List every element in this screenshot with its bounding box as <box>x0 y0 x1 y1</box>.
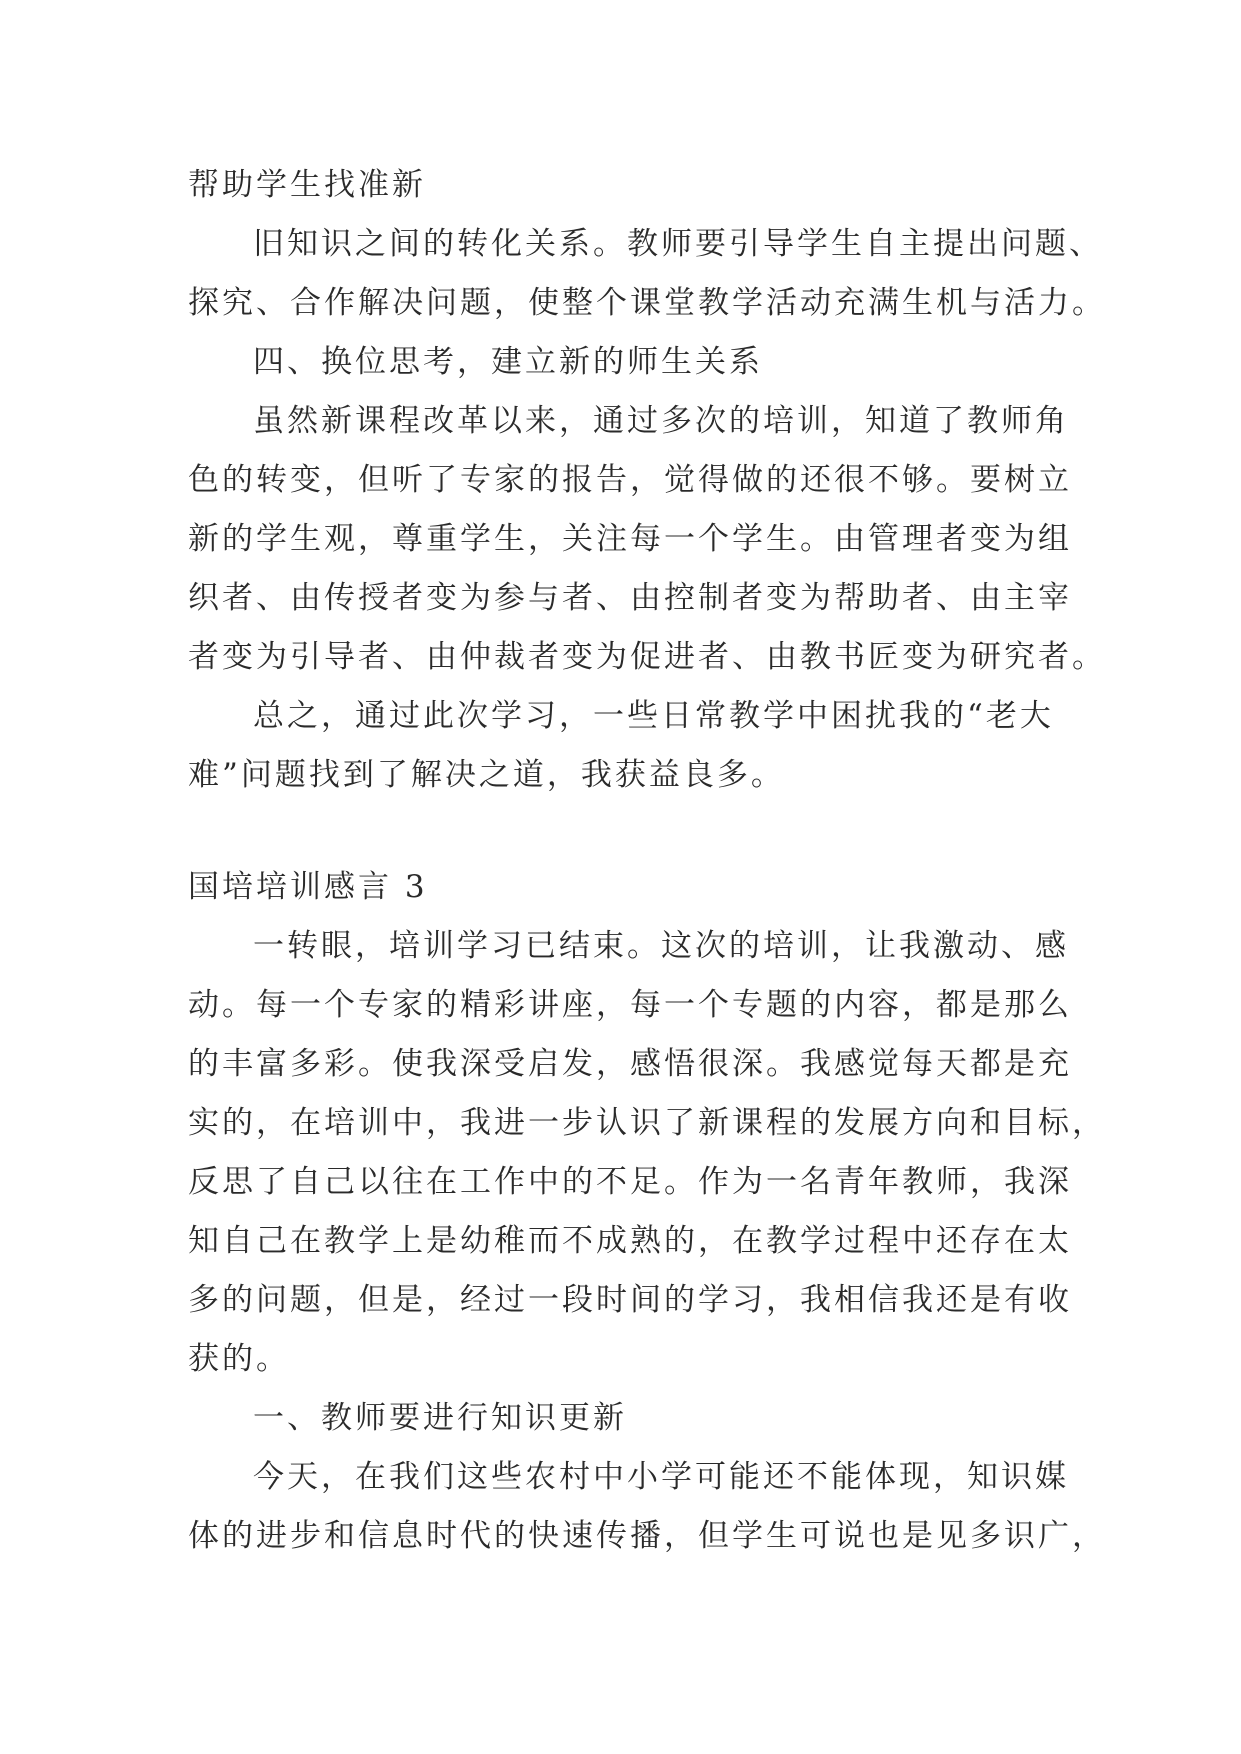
text-line: 一转眼，培训学习已结束。这次的培训，让我激动、感 <box>253 928 1069 964</box>
text-line: 旧知识之间的转化关系。教师要引导学生自主提出问题、 <box>253 226 1103 262</box>
text-line: 织者、由传授者变为参与者、由控制者变为帮助者、由主宰 <box>188 580 1072 616</box>
text-line: 难”问题找到了解决之道，我获益良多。 <box>188 757 785 793</box>
section-heading: 一、教师要进行知识更新 <box>253 1400 627 1436</box>
text-line: 探究、合作解决问题，使整个课堂教学活动充满生机与活力。 <box>188 285 1106 321</box>
text-line: 色的转变，但听了专家的报告，觉得做的还很不够。要树立 <box>188 462 1072 498</box>
text-line: 动。每一个专家的精彩讲座，每一个专题的内容，都是那么 <box>188 987 1072 1023</box>
text-line: 虽然新课程改革以来，通过多次的培训，知道了教师角 <box>253 403 1069 439</box>
text-line: 实的，在培训中，我进一步认识了新课程的发展方向和目标， <box>188 1105 1106 1141</box>
section-heading: 四、换位思考，建立新的师生关系 <box>253 344 763 380</box>
text-line: 体的进步和信息时代的快速传播，但学生可说也是见多识广， <box>188 1518 1106 1554</box>
text-line: 知自己在教学上是幼稚而不成熟的，在教学过程中还存在太 <box>188 1223 1072 1259</box>
text-line: 新的学生观，尊重学生，关注每一个学生。由管理者变为组 <box>188 521 1072 557</box>
text-line: 反思了自己以往在工作中的不足。作为一名青年教师，我深 <box>188 1164 1072 1200</box>
text-line: 帮助学生找准新 <box>188 167 426 203</box>
text-line: 的丰富多彩。使我深受启发，感悟很深。我感觉每天都是充 <box>188 1046 1072 1082</box>
article-title: 国培培训感言 3 <box>188 869 428 905</box>
text-line: 今天，在我们这些农村中小学可能还不能体现，知识媒 <box>253 1459 1069 1495</box>
text-line: 获的。 <box>188 1341 290 1377</box>
text-line: 多的问题，但是，经过一段时间的学习，我相信我还是有收 <box>188 1282 1072 1318</box>
text-line: 者变为引导者、由仲裁者变为促进者、由教书匠变为研究者。 <box>188 639 1106 675</box>
text-line: 总之，通过此次学习，一些日常教学中困扰我的“老大 <box>253 698 1054 734</box>
